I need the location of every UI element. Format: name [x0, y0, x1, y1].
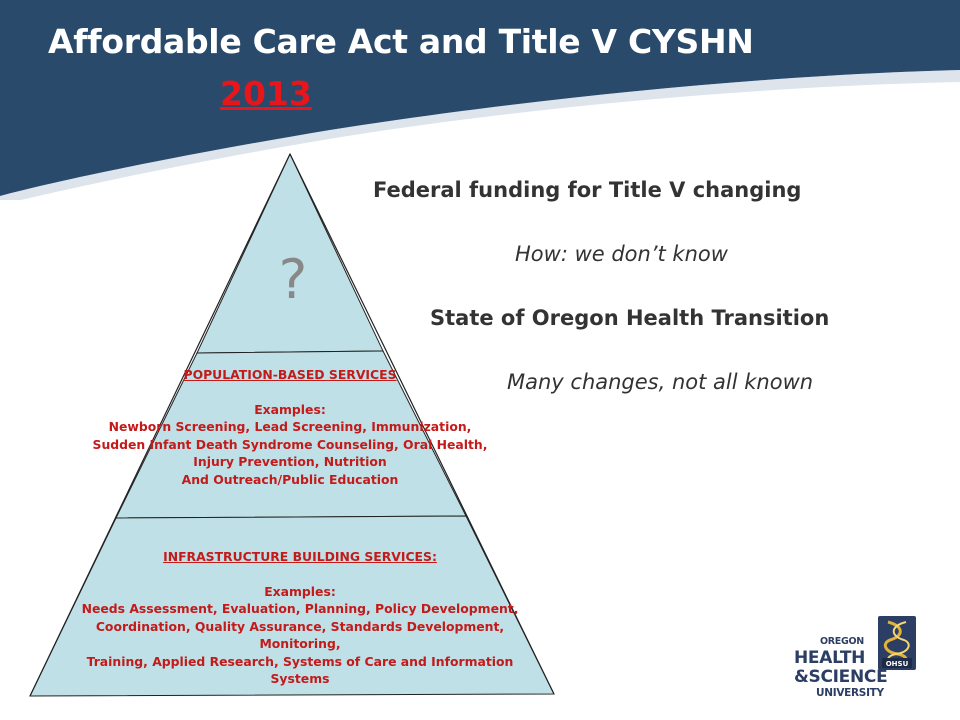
federal-funding-subpoint: How: we don’t know — [515, 242, 728, 266]
infrastructure-example-line: Needs Assessment, Evaluation, Planning, Policy Development, — [81, 601, 519, 616]
slide-year: 2013 — [220, 74, 312, 113]
population-examples-label: Examples: — [254, 401, 326, 417]
state-transition-subpoint: Many changes, not all known — [507, 370, 814, 394]
unknown-question-mark: ? — [278, 248, 308, 311]
logo-science: &SCIENCE — [794, 667, 888, 687]
infrastructure-example-line: Monitoring, — [259, 636, 341, 651]
infrastructure-services-heading: INFRASTRUCTURE BUILDING SERVICES: — [163, 549, 437, 564]
infrastructure-example-line: Coordination, Quality Assurance, Standards Development, — [95, 618, 505, 634]
state-transition-point: State of Oregon Health Transition — [430, 306, 830, 330]
population-example-line: Newborn Screening, Lead Screening, Immunization, — [108, 419, 472, 434]
population-services-block — [60, 366, 520, 488]
logo-oregon: OREGON — [820, 636, 864, 647]
slide-title: Affordable Care Act and Title V CYSHN — [48, 22, 754, 61]
infrastructure-examples-label: Examples: — [264, 583, 336, 599]
population-example-line: Sudden Infant Death Syndrome Counseling, Oral Health, — [92, 436, 488, 452]
logo-university: UNIVERSITY — [816, 687, 884, 699]
ohsu-badge-text: OHSU — [885, 660, 909, 668]
logo-health: HEALTH — [794, 648, 866, 668]
population-example-line: And Outreach/Public Education — [181, 471, 399, 487]
population-services-heading: POPULATION-BASED SERVICES — [183, 367, 397, 382]
federal-funding-point: Federal funding for Title V changing — [373, 178, 802, 202]
population-example-line: Injury Prevention, Nutrition — [193, 454, 387, 469]
infrastructure-example-line: Systems — [270, 671, 330, 686]
ohsu-logo — [790, 612, 920, 702]
infrastructure-services-block — [40, 548, 560, 688]
infrastructure-example-line: Training, Applied Research, Systems of Care and Information — [86, 653, 514, 669]
